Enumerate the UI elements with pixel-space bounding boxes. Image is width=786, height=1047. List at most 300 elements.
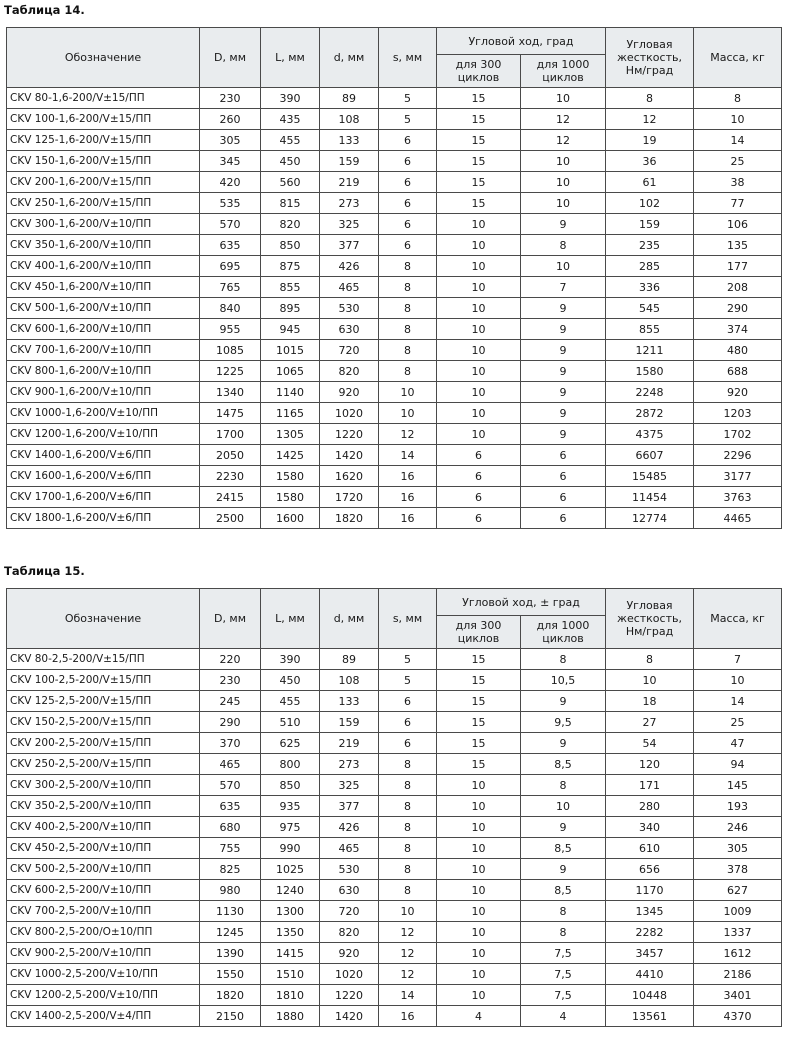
cell-mass: 177 (694, 256, 782, 277)
cell-designation: CKV 150-2,5-200/V±15/ПП (7, 712, 200, 733)
cell-inner-diameter: 465 (320, 277, 379, 298)
cell-designation: CKV 100-1,6-200/V±15/ПП (7, 109, 200, 130)
cell-length: 895 (261, 298, 320, 319)
cell-300-cycles: 15 (437, 193, 521, 214)
table-row (7, 445, 782, 466)
cell-wall-thickness: 14 (379, 985, 437, 1006)
cell-angular-stiffness: 4375 (606, 424, 694, 445)
cell-inner-diameter: 159 (320, 151, 379, 172)
cell-length: 1015 (261, 340, 320, 361)
cell-mass: 94 (694, 754, 782, 775)
cell-outer-diameter: 635 (200, 796, 261, 817)
cell-outer-diameter: 260 (200, 109, 261, 130)
cell-outer-diameter: 980 (200, 880, 261, 901)
cell-length: 1165 (261, 403, 320, 424)
table-14-body (7, 88, 782, 529)
cell-angular-stiffness: 656 (606, 859, 694, 880)
cell-mass: 8 (694, 88, 782, 109)
cell-designation: CKV 250-2,5-200/V±15/ПП (7, 754, 200, 775)
cell-inner-diameter: 1820 (320, 508, 379, 529)
cell-wall-thickness: 6 (379, 712, 437, 733)
cell-angular-stiffness: 159 (606, 214, 694, 235)
header-inner-diameter: d, мм (320, 589, 379, 649)
cell-1000-cycles: 9,5 (521, 712, 606, 733)
table-row (7, 943, 782, 964)
cell-angular-stiffness: 4410 (606, 964, 694, 985)
cell-designation: CKV 1600-1,6-200/V±6/ПП (7, 466, 200, 487)
cell-outer-diameter: 570 (200, 775, 261, 796)
cell-length: 1600 (261, 508, 320, 529)
cell-300-cycles: 10 (437, 340, 521, 361)
cell-angular-stiffness: 340 (606, 817, 694, 838)
cell-designation: CKV 600-1,6-200/V±10/ПП (7, 319, 200, 340)
cell-angular-stiffness: 8 (606, 649, 694, 670)
cell-mass: 2296 (694, 445, 782, 466)
cell-angular-stiffness: 12774 (606, 508, 694, 529)
cell-300-cycles: 15 (437, 712, 521, 733)
cell-angular-stiffness: 1580 (606, 361, 694, 382)
table-row (7, 319, 782, 340)
table-row (7, 838, 782, 859)
cell-length: 560 (261, 172, 320, 193)
cell-angular-stiffness: 610 (606, 838, 694, 859)
table-15-body (7, 649, 782, 1027)
cell-length: 435 (261, 109, 320, 130)
cell-length: 990 (261, 838, 320, 859)
cell-length: 1025 (261, 859, 320, 880)
cell-angular-stiffness: 15485 (606, 466, 694, 487)
cell-wall-thickness: 8 (379, 880, 437, 901)
cell-1000-cycles: 12 (521, 109, 606, 130)
cell-inner-diameter: 1620 (320, 466, 379, 487)
cell-300-cycles: 6 (437, 466, 521, 487)
cell-mass: 920 (694, 382, 782, 403)
table-14-caption: Таблица 14. (4, 3, 85, 17)
header-angular-stroke: Угловой ход, град (437, 28, 606, 55)
table-row (7, 235, 782, 256)
cell-wall-thickness: 8 (379, 298, 437, 319)
cell-outer-diameter: 2500 (200, 508, 261, 529)
cell-1000-cycles: 9 (521, 817, 606, 838)
cell-wall-thickness: 6 (379, 172, 437, 193)
cell-300-cycles: 4 (437, 1006, 521, 1027)
cell-designation: CKV 125-1,6-200/V±15/ПП (7, 130, 200, 151)
cell-300-cycles: 10 (437, 901, 521, 922)
cell-inner-diameter: 89 (320, 88, 379, 109)
cell-mass: 14 (694, 130, 782, 151)
cell-wall-thickness: 6 (379, 193, 437, 214)
cell-angular-stiffness: 11454 (606, 487, 694, 508)
cell-designation: CKV 300-2,5-200/V±10/ПП (7, 775, 200, 796)
cell-angular-stiffness: 2872 (606, 403, 694, 424)
cell-inner-diameter: 273 (320, 193, 379, 214)
cell-inner-diameter: 108 (320, 670, 379, 691)
cell-300-cycles: 10 (437, 361, 521, 382)
cell-length: 510 (261, 712, 320, 733)
table-row (7, 796, 782, 817)
cell-designation: CKV 450-1,6-200/V±10/ПП (7, 277, 200, 298)
cell-outer-diameter: 1550 (200, 964, 261, 985)
cell-mass: 10 (694, 109, 782, 130)
cell-outer-diameter: 1475 (200, 403, 261, 424)
cell-length: 1350 (261, 922, 320, 943)
table-row (7, 466, 782, 487)
cell-mass: 38 (694, 172, 782, 193)
cell-inner-diameter: 1020 (320, 964, 379, 985)
cell-angular-stiffness: 235 (606, 235, 694, 256)
cell-designation: CKV 200-1,6-200/V±15/ПП (7, 172, 200, 193)
cell-designation: CKV 350-2,5-200/V±10/ПП (7, 796, 200, 817)
cell-300-cycles: 10 (437, 964, 521, 985)
cell-designation: CKV 250-1,6-200/V±15/ПП (7, 193, 200, 214)
cell-1000-cycles: 9 (521, 340, 606, 361)
cell-wall-thickness: 10 (379, 901, 437, 922)
table-row (7, 1006, 782, 1027)
cell-wall-thickness: 6 (379, 214, 437, 235)
cell-300-cycles: 10 (437, 943, 521, 964)
table-row (7, 901, 782, 922)
cell-mass: 1337 (694, 922, 782, 943)
cell-mass: 305 (694, 838, 782, 859)
cell-mass: 193 (694, 796, 782, 817)
cell-inner-diameter: 1220 (320, 424, 379, 445)
cell-300-cycles: 10 (437, 985, 521, 1006)
cell-1000-cycles: 8,5 (521, 838, 606, 859)
cell-300-cycles: 10 (437, 319, 521, 340)
cell-1000-cycles: 7,5 (521, 964, 606, 985)
cell-wall-thickness: 16 (379, 508, 437, 529)
cell-inner-diameter: 820 (320, 361, 379, 382)
cell-length: 1415 (261, 943, 320, 964)
cell-300-cycles: 6 (437, 508, 521, 529)
cell-outer-diameter: 230 (200, 670, 261, 691)
cell-mass: 77 (694, 193, 782, 214)
header-angular-stroke: Угловой ход, ± град (437, 589, 606, 616)
cell-mass: 3401 (694, 985, 782, 1006)
cell-inner-diameter: 377 (320, 796, 379, 817)
cell-designation: CKV 80-1,6-200/V±15/ПП (7, 88, 200, 109)
cell-inner-diameter: 273 (320, 754, 379, 775)
cell-angular-stiffness: 27 (606, 712, 694, 733)
cell-designation: CKV 125-2,5-200/V±15/ПП (7, 691, 200, 712)
cell-1000-cycles: 6 (521, 508, 606, 529)
cell-wall-thickness: 5 (379, 109, 437, 130)
cell-1000-cycles: 9 (521, 424, 606, 445)
cell-wall-thickness: 10 (379, 403, 437, 424)
cell-length: 935 (261, 796, 320, 817)
cell-outer-diameter: 680 (200, 817, 261, 838)
cell-wall-thickness: 12 (379, 964, 437, 985)
cell-1000-cycles: 10 (521, 151, 606, 172)
header-300-cycles: для 300 циклов (437, 616, 521, 649)
header-wall-thickness: s, мм (379, 589, 437, 649)
cell-1000-cycles: 9 (521, 691, 606, 712)
cell-mass: 47 (694, 733, 782, 754)
cell-length: 625 (261, 733, 320, 754)
cell-angular-stiffness: 18 (606, 691, 694, 712)
cell-wall-thickness: 14 (379, 445, 437, 466)
cell-wall-thickness: 6 (379, 733, 437, 754)
table-row (7, 382, 782, 403)
cell-outer-diameter: 2415 (200, 487, 261, 508)
cell-angular-stiffness: 12 (606, 109, 694, 130)
cell-300-cycles: 15 (437, 733, 521, 754)
cell-angular-stiffness: 2248 (606, 382, 694, 403)
cell-300-cycles: 10 (437, 817, 521, 838)
cell-inner-diameter: 133 (320, 691, 379, 712)
cell-outer-diameter: 535 (200, 193, 261, 214)
table-row (7, 859, 782, 880)
cell-300-cycles: 10 (437, 382, 521, 403)
cell-1000-cycles: 9 (521, 298, 606, 319)
cell-angular-stiffness: 545 (606, 298, 694, 319)
cell-length: 1810 (261, 985, 320, 1006)
cell-outer-diameter: 570 (200, 214, 261, 235)
cell-300-cycles: 10 (437, 838, 521, 859)
table-row (7, 487, 782, 508)
cell-inner-diameter: 530 (320, 859, 379, 880)
cell-wall-thickness: 6 (379, 130, 437, 151)
cell-designation: CKV 600-2,5-200/V±10/ПП (7, 880, 200, 901)
cell-mass: 145 (694, 775, 782, 796)
cell-length: 875 (261, 256, 320, 277)
cell-1000-cycles: 10 (521, 172, 606, 193)
cell-length: 945 (261, 319, 320, 340)
cell-1000-cycles: 10 (521, 796, 606, 817)
cell-length: 815 (261, 193, 320, 214)
table-15 (6, 588, 782, 1027)
header-designation: Обозначение (7, 589, 200, 649)
cell-1000-cycles: 8 (521, 649, 606, 670)
cell-1000-cycles: 6 (521, 466, 606, 487)
cell-outer-diameter: 825 (200, 859, 261, 880)
cell-wall-thickness: 16 (379, 466, 437, 487)
table-row (7, 151, 782, 172)
cell-300-cycles: 15 (437, 649, 521, 670)
cell-wall-thickness: 8 (379, 775, 437, 796)
cell-length: 820 (261, 214, 320, 235)
cell-mass: 627 (694, 880, 782, 901)
table-row (7, 130, 782, 151)
cell-designation: CKV 300-1,6-200/V±10/ПП (7, 214, 200, 235)
cell-designation: CKV 80-2,5-200/V±15/ПП (7, 649, 200, 670)
cell-inner-diameter: 133 (320, 130, 379, 151)
cell-300-cycles: 15 (437, 151, 521, 172)
table-row (7, 733, 782, 754)
cell-angular-stiffness: 61 (606, 172, 694, 193)
table-row (7, 403, 782, 424)
cell-wall-thickness: 16 (379, 1006, 437, 1027)
cell-outer-diameter: 370 (200, 733, 261, 754)
table-row (7, 277, 782, 298)
cell-inner-diameter: 426 (320, 817, 379, 838)
header-designation: Обозначение (7, 28, 200, 88)
cell-300-cycles: 10 (437, 277, 521, 298)
cell-wall-thickness: 8 (379, 319, 437, 340)
cell-mass: 1702 (694, 424, 782, 445)
cell-outer-diameter: 755 (200, 838, 261, 859)
cell-inner-diameter: 108 (320, 109, 379, 130)
cell-mass: 10 (694, 670, 782, 691)
cell-inner-diameter: 89 (320, 649, 379, 670)
cell-1000-cycles: 9 (521, 382, 606, 403)
cell-length: 1065 (261, 361, 320, 382)
cell-mass: 290 (694, 298, 782, 319)
header-1000-cycles: для 1000 циклов (521, 616, 606, 649)
cell-outer-diameter: 2150 (200, 1006, 261, 1027)
cell-1000-cycles: 8 (521, 922, 606, 943)
cell-wall-thickness: 10 (379, 382, 437, 403)
cell-length: 1580 (261, 466, 320, 487)
cell-length: 450 (261, 151, 320, 172)
cell-length: 975 (261, 817, 320, 838)
cell-inner-diameter: 219 (320, 172, 379, 193)
cell-mass: 1009 (694, 901, 782, 922)
cell-mass: 25 (694, 151, 782, 172)
cell-designation: CKV 900-1,6-200/V±10/ПП (7, 382, 200, 403)
cell-1000-cycles: 6 (521, 445, 606, 466)
cell-1000-cycles: 8,5 (521, 754, 606, 775)
table-row (7, 775, 782, 796)
cell-inner-diameter: 720 (320, 340, 379, 361)
cell-300-cycles: 10 (437, 214, 521, 235)
header-length: L, мм (261, 589, 320, 649)
cell-300-cycles: 10 (437, 256, 521, 277)
header-outer-diameter: D, мм (200, 589, 261, 649)
cell-outer-diameter: 345 (200, 151, 261, 172)
table-15-caption: Таблица 15. (4, 564, 85, 578)
cell-length: 1300 (261, 901, 320, 922)
cell-outer-diameter: 1225 (200, 361, 261, 382)
cell-300-cycles: 10 (437, 922, 521, 943)
cell-mass: 688 (694, 361, 782, 382)
table-row (7, 340, 782, 361)
table-row (7, 880, 782, 901)
cell-designation: CKV 900-2,5-200/V±10/ПП (7, 943, 200, 964)
cell-1000-cycles: 9 (521, 403, 606, 424)
cell-300-cycles: 10 (437, 235, 521, 256)
cell-outer-diameter: 765 (200, 277, 261, 298)
cell-mass: 378 (694, 859, 782, 880)
cell-wall-thickness: 8 (379, 796, 437, 817)
cell-angular-stiffness: 285 (606, 256, 694, 277)
cell-mass: 1203 (694, 403, 782, 424)
table-row (7, 508, 782, 529)
cell-1000-cycles: 12 (521, 130, 606, 151)
header-mass: Масса, кг (694, 589, 782, 649)
cell-length: 1240 (261, 880, 320, 901)
cell-300-cycles: 15 (437, 754, 521, 775)
cell-300-cycles: 15 (437, 109, 521, 130)
cell-angular-stiffness: 855 (606, 319, 694, 340)
cell-1000-cycles: 7,5 (521, 943, 606, 964)
table-row (7, 256, 782, 277)
cell-inner-diameter: 377 (320, 235, 379, 256)
cell-wall-thickness: 12 (379, 922, 437, 943)
header-outer-diameter: D, мм (200, 28, 261, 88)
cell-designation: CKV 500-1,6-200/V±10/ПП (7, 298, 200, 319)
cell-angular-stiffness: 13561 (606, 1006, 694, 1027)
cell-inner-diameter: 820 (320, 922, 379, 943)
cell-inner-diameter: 530 (320, 298, 379, 319)
cell-300-cycles: 15 (437, 88, 521, 109)
cell-outer-diameter: 290 (200, 712, 261, 733)
cell-angular-stiffness: 1211 (606, 340, 694, 361)
cell-mass: 1612 (694, 943, 782, 964)
table-row (7, 88, 782, 109)
cell-wall-thickness: 6 (379, 235, 437, 256)
cell-angular-stiffness: 120 (606, 754, 694, 775)
cell-length: 1305 (261, 424, 320, 445)
header-wall-thickness: s, мм (379, 28, 437, 88)
cell-outer-diameter: 220 (200, 649, 261, 670)
cell-inner-diameter: 920 (320, 382, 379, 403)
cell-wall-thickness: 6 (379, 151, 437, 172)
cell-1000-cycles: 8 (521, 235, 606, 256)
cell-angular-stiffness: 19 (606, 130, 694, 151)
cell-designation: CKV 400-2,5-200/V±10/ПП (7, 817, 200, 838)
cell-300-cycles: 10 (437, 880, 521, 901)
cell-angular-stiffness: 1345 (606, 901, 694, 922)
cell-designation: CKV 500-2,5-200/V±10/ПП (7, 859, 200, 880)
cell-outer-diameter: 2050 (200, 445, 261, 466)
cell-wall-thickness: 8 (379, 340, 437, 361)
cell-mass: 135 (694, 235, 782, 256)
cell-angular-stiffness: 3457 (606, 943, 694, 964)
cell-designation: CKV 1400-1,6-200/V±6/ПП (7, 445, 200, 466)
cell-angular-stiffness: 102 (606, 193, 694, 214)
cell-mass: 374 (694, 319, 782, 340)
table-row (7, 754, 782, 775)
cell-angular-stiffness: 6607 (606, 445, 694, 466)
cell-length: 1425 (261, 445, 320, 466)
cell-designation: CKV 1200-2,5-200/V±10/ПП (7, 985, 200, 1006)
cell-1000-cycles: 10,5 (521, 670, 606, 691)
header-angular-stiffness: Угловая жесткость, Нм/град (606, 589, 694, 649)
cell-mass: 2186 (694, 964, 782, 985)
cell-300-cycles: 6 (437, 487, 521, 508)
cell-1000-cycles: 10 (521, 193, 606, 214)
cell-300-cycles: 10 (437, 424, 521, 445)
cell-mass: 7 (694, 649, 782, 670)
cell-length: 1880 (261, 1006, 320, 1027)
table-row (7, 214, 782, 235)
cell-inner-diameter: 1420 (320, 445, 379, 466)
cell-designation: CKV 1200-1,6-200/V±10/ПП (7, 424, 200, 445)
cell-mass: 25 (694, 712, 782, 733)
cell-wall-thickness: 8 (379, 859, 437, 880)
cell-mass: 246 (694, 817, 782, 838)
cell-wall-thickness: 8 (379, 256, 437, 277)
cell-300-cycles: 10 (437, 796, 521, 817)
cell-300-cycles: 15 (437, 130, 521, 151)
cell-outer-diameter: 305 (200, 130, 261, 151)
cell-length: 455 (261, 691, 320, 712)
cell-300-cycles: 15 (437, 172, 521, 193)
cell-wall-thickness: 12 (379, 424, 437, 445)
table-row (7, 298, 782, 319)
cell-1000-cycles: 6 (521, 487, 606, 508)
table-row (7, 712, 782, 733)
cell-inner-diameter: 426 (320, 256, 379, 277)
cell-1000-cycles: 9 (521, 859, 606, 880)
cell-outer-diameter: 2230 (200, 466, 261, 487)
cell-designation: CKV 1700-1,6-200/V±6/ПП (7, 487, 200, 508)
cell-wall-thickness: 8 (379, 754, 437, 775)
cell-designation: CKV 450-2,5-200/V±10/ПП (7, 838, 200, 859)
cell-inner-diameter: 1020 (320, 403, 379, 424)
header-300-cycles: для 300 циклов (437, 55, 521, 88)
